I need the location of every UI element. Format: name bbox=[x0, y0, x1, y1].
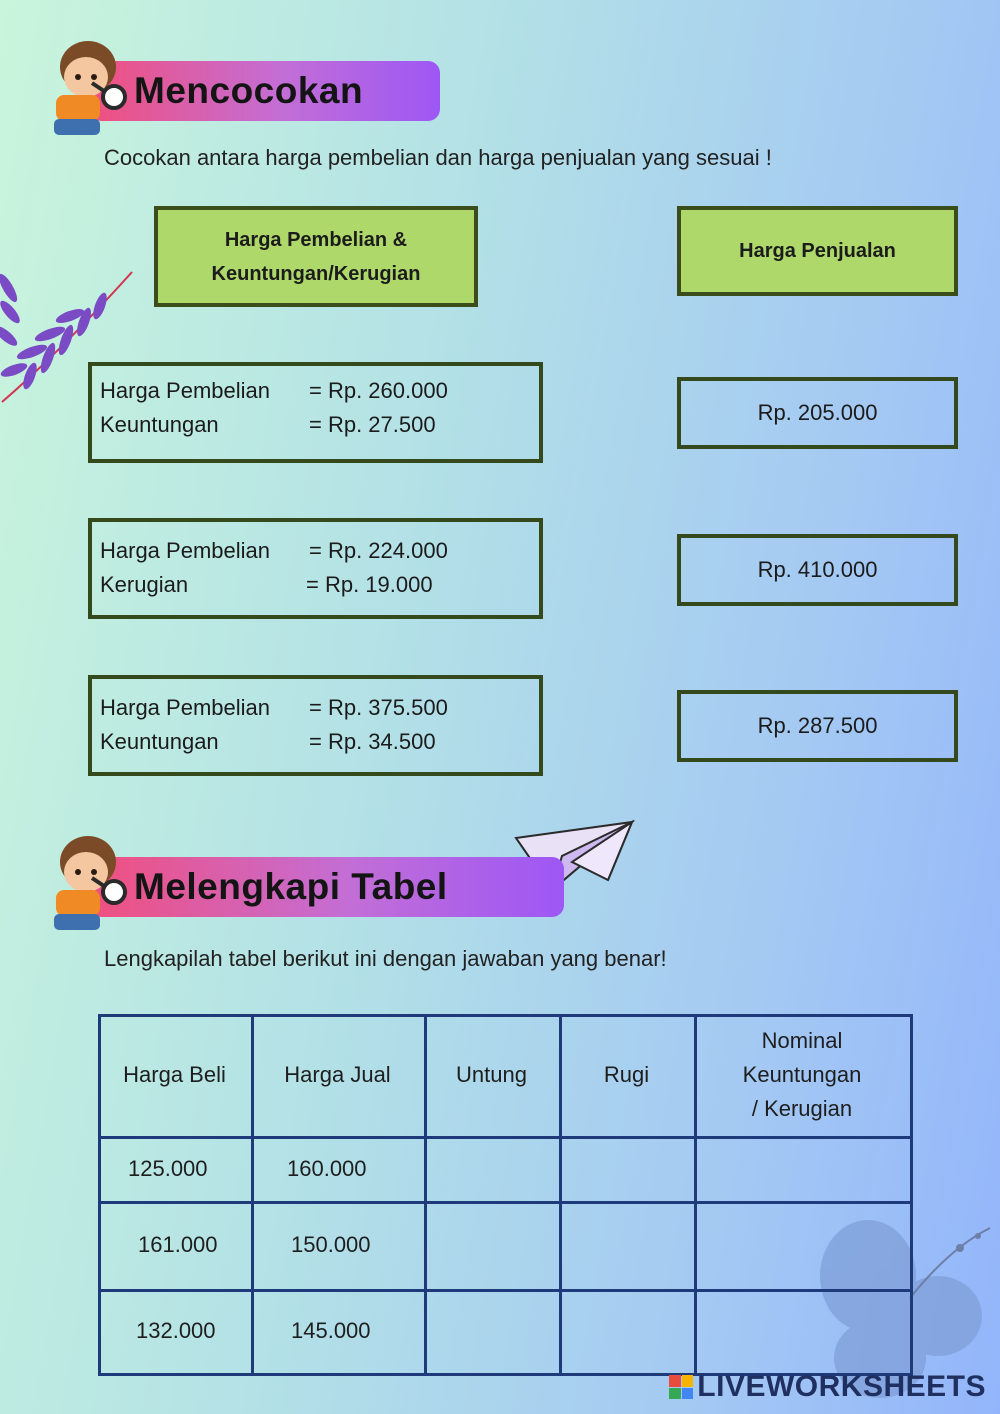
selling-price-box-2[interactable]: Rp. 410.000 bbox=[677, 534, 958, 606]
profit-label: Keuntungan bbox=[100, 412, 219, 437]
purchase-value: = Rp. 224.000 bbox=[309, 538, 448, 563]
header-rugi: Rugi bbox=[603, 1062, 650, 1087]
header-nominal-line2: Keuntungan bbox=[742, 1062, 862, 1087]
answer-rugi-1[interactable] bbox=[562, 1139, 694, 1201]
kid-magnifier-icon bbox=[36, 828, 136, 940]
purchase-label: Harga Pembelian bbox=[100, 378, 270, 403]
selling-price-box-3[interactable]: Rp. 287.500 bbox=[677, 690, 958, 762]
table-cell-beli: 125.000 bbox=[128, 1155, 208, 1181]
table-cell-jual: 150.000 bbox=[291, 1232, 371, 1257]
section1-instruction: Cocokan antara harga pembelian dan harga penjualan yang sesuai ! bbox=[104, 145, 772, 170]
header-nominal-line1: Nominal bbox=[761, 1028, 843, 1053]
header-untung: Untung bbox=[456, 1062, 527, 1087]
header-nominal-line3: / Kerugian bbox=[751, 1096, 853, 1121]
answer-table bbox=[98, 1014, 913, 1376]
table-cell-jual: 160.000 bbox=[287, 1155, 367, 1181]
loss-label: Kerugian bbox=[100, 572, 189, 597]
right-header-box: Harga Penjualan bbox=[677, 206, 958, 296]
kid-magnifier-icon bbox=[36, 33, 136, 145]
answer-nominal-1[interactable] bbox=[697, 1139, 910, 1201]
purchase-label: Harga Pembelian bbox=[100, 538, 270, 563]
table-cell-beli: 161.000 bbox=[138, 1232, 218, 1257]
header-nominal bbox=[694, 1014, 910, 1136]
left-header-line2: Keuntungan/Kerugian bbox=[211, 262, 421, 285]
watermark-text: LIVEWORKSHEETS bbox=[697, 1370, 986, 1403]
left-header-box bbox=[154, 206, 478, 307]
header-harga-jual: Harga Jual bbox=[284, 1062, 391, 1087]
header-harga-beli: Harga Beli bbox=[123, 1062, 226, 1087]
liveworksheets-watermark bbox=[669, 1370, 986, 1404]
answer-nominal-3[interactable] bbox=[697, 1292, 910, 1373]
profit-label: Keuntungan bbox=[100, 729, 219, 754]
section2-instruction: Lengkapilah tabel berikut ini dengan jawaban yang benar! bbox=[104, 946, 667, 971]
answer-untung-1[interactable] bbox=[427, 1139, 559, 1201]
section2-title: Melengkapi Tabel bbox=[134, 866, 448, 907]
section1-title: Mencocokan bbox=[134, 70, 364, 111]
left-header-line1: Harga Pembelian & bbox=[224, 228, 408, 251]
table-cell-jual: 145.000 bbox=[291, 1318, 371, 1343]
purchase-label: Harga Pembelian bbox=[100, 695, 270, 720]
loss-value: = Rp. 19.000 bbox=[306, 572, 433, 597]
profit-value: = Rp. 34.500 bbox=[309, 729, 436, 754]
answer-untung-2[interactable] bbox=[427, 1204, 559, 1289]
answer-rugi-2[interactable] bbox=[562, 1204, 694, 1289]
purchase-value: = Rp. 375.500 bbox=[309, 695, 448, 720]
purchase-value: = Rp. 260.000 bbox=[309, 378, 448, 403]
answer-nominal-2[interactable] bbox=[697, 1204, 910, 1289]
profit-value: = Rp. 27.500 bbox=[309, 412, 436, 437]
purchase-box-1[interactable] bbox=[88, 362, 543, 463]
table-cell-beli: 132.000 bbox=[136, 1318, 216, 1343]
liveworksheets-logo-icon bbox=[669, 1375, 693, 1399]
answer-rugi-3[interactable] bbox=[562, 1292, 694, 1373]
purchase-box-3[interactable] bbox=[88, 675, 543, 776]
purchase-box-2[interactable] bbox=[88, 518, 543, 619]
answer-untung-3[interactable] bbox=[427, 1292, 559, 1373]
selling-price-box-1[interactable]: Rp. 205.000 bbox=[677, 377, 958, 449]
